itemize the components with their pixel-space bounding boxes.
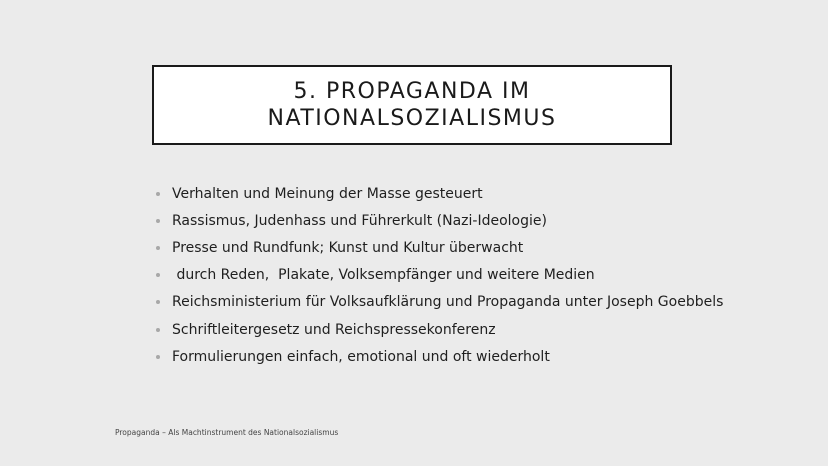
bullet-dot-icon	[156, 246, 160, 250]
bullet-dot-icon	[156, 300, 160, 304]
bullet-text: Reichsministerium für Volksaufklärung und Propaganda unter Joseph Goebbels	[172, 294, 724, 311]
bullet-item-2	[156, 207, 723, 234]
title-line-2: NATIONALSOZIALISMUS	[267, 106, 557, 131]
title-line-1: 5. PROPAGANDA IM	[293, 79, 531, 104]
bullet-item-7	[156, 343, 723, 370]
bullet-item-6	[156, 316, 723, 343]
bullet-dot-icon	[156, 328, 160, 332]
bullet-text: Schriftleitergesetz und Reichspressekonferenz	[172, 321, 496, 338]
title-box	[152, 65, 672, 145]
bullet-text: Presse und Rundfunk; Kunst und Kultur überwacht	[172, 239, 524, 256]
bullet-item-3	[156, 234, 723, 261]
bullet-dot-icon	[156, 355, 160, 359]
bullet-dot-icon	[156, 192, 160, 196]
bullet-text: Rassismus, Judenhass und Führerkult (Nazi-Ideologie)	[172, 212, 547, 229]
bullet-item-5	[156, 289, 723, 316]
bullet-list	[156, 180, 723, 370]
bullet-dot-icon	[156, 219, 160, 223]
bullet-text: durch Reden, Plakate, Volksempfänger und weitere Medien	[172, 267, 595, 284]
bullet-text: Verhalten und Meinung der Masse gesteuert	[172, 185, 483, 202]
bullet-item-1	[156, 180, 723, 207]
bullet-text: Formulierungen einfach, emotional und oft wiederholt	[172, 348, 550, 365]
bullet-dot-icon	[156, 273, 160, 277]
slide-footer: Propaganda – Als Machtinstrument des Nationalsozialismus	[115, 428, 339, 437]
bullet-item-4	[156, 262, 723, 289]
